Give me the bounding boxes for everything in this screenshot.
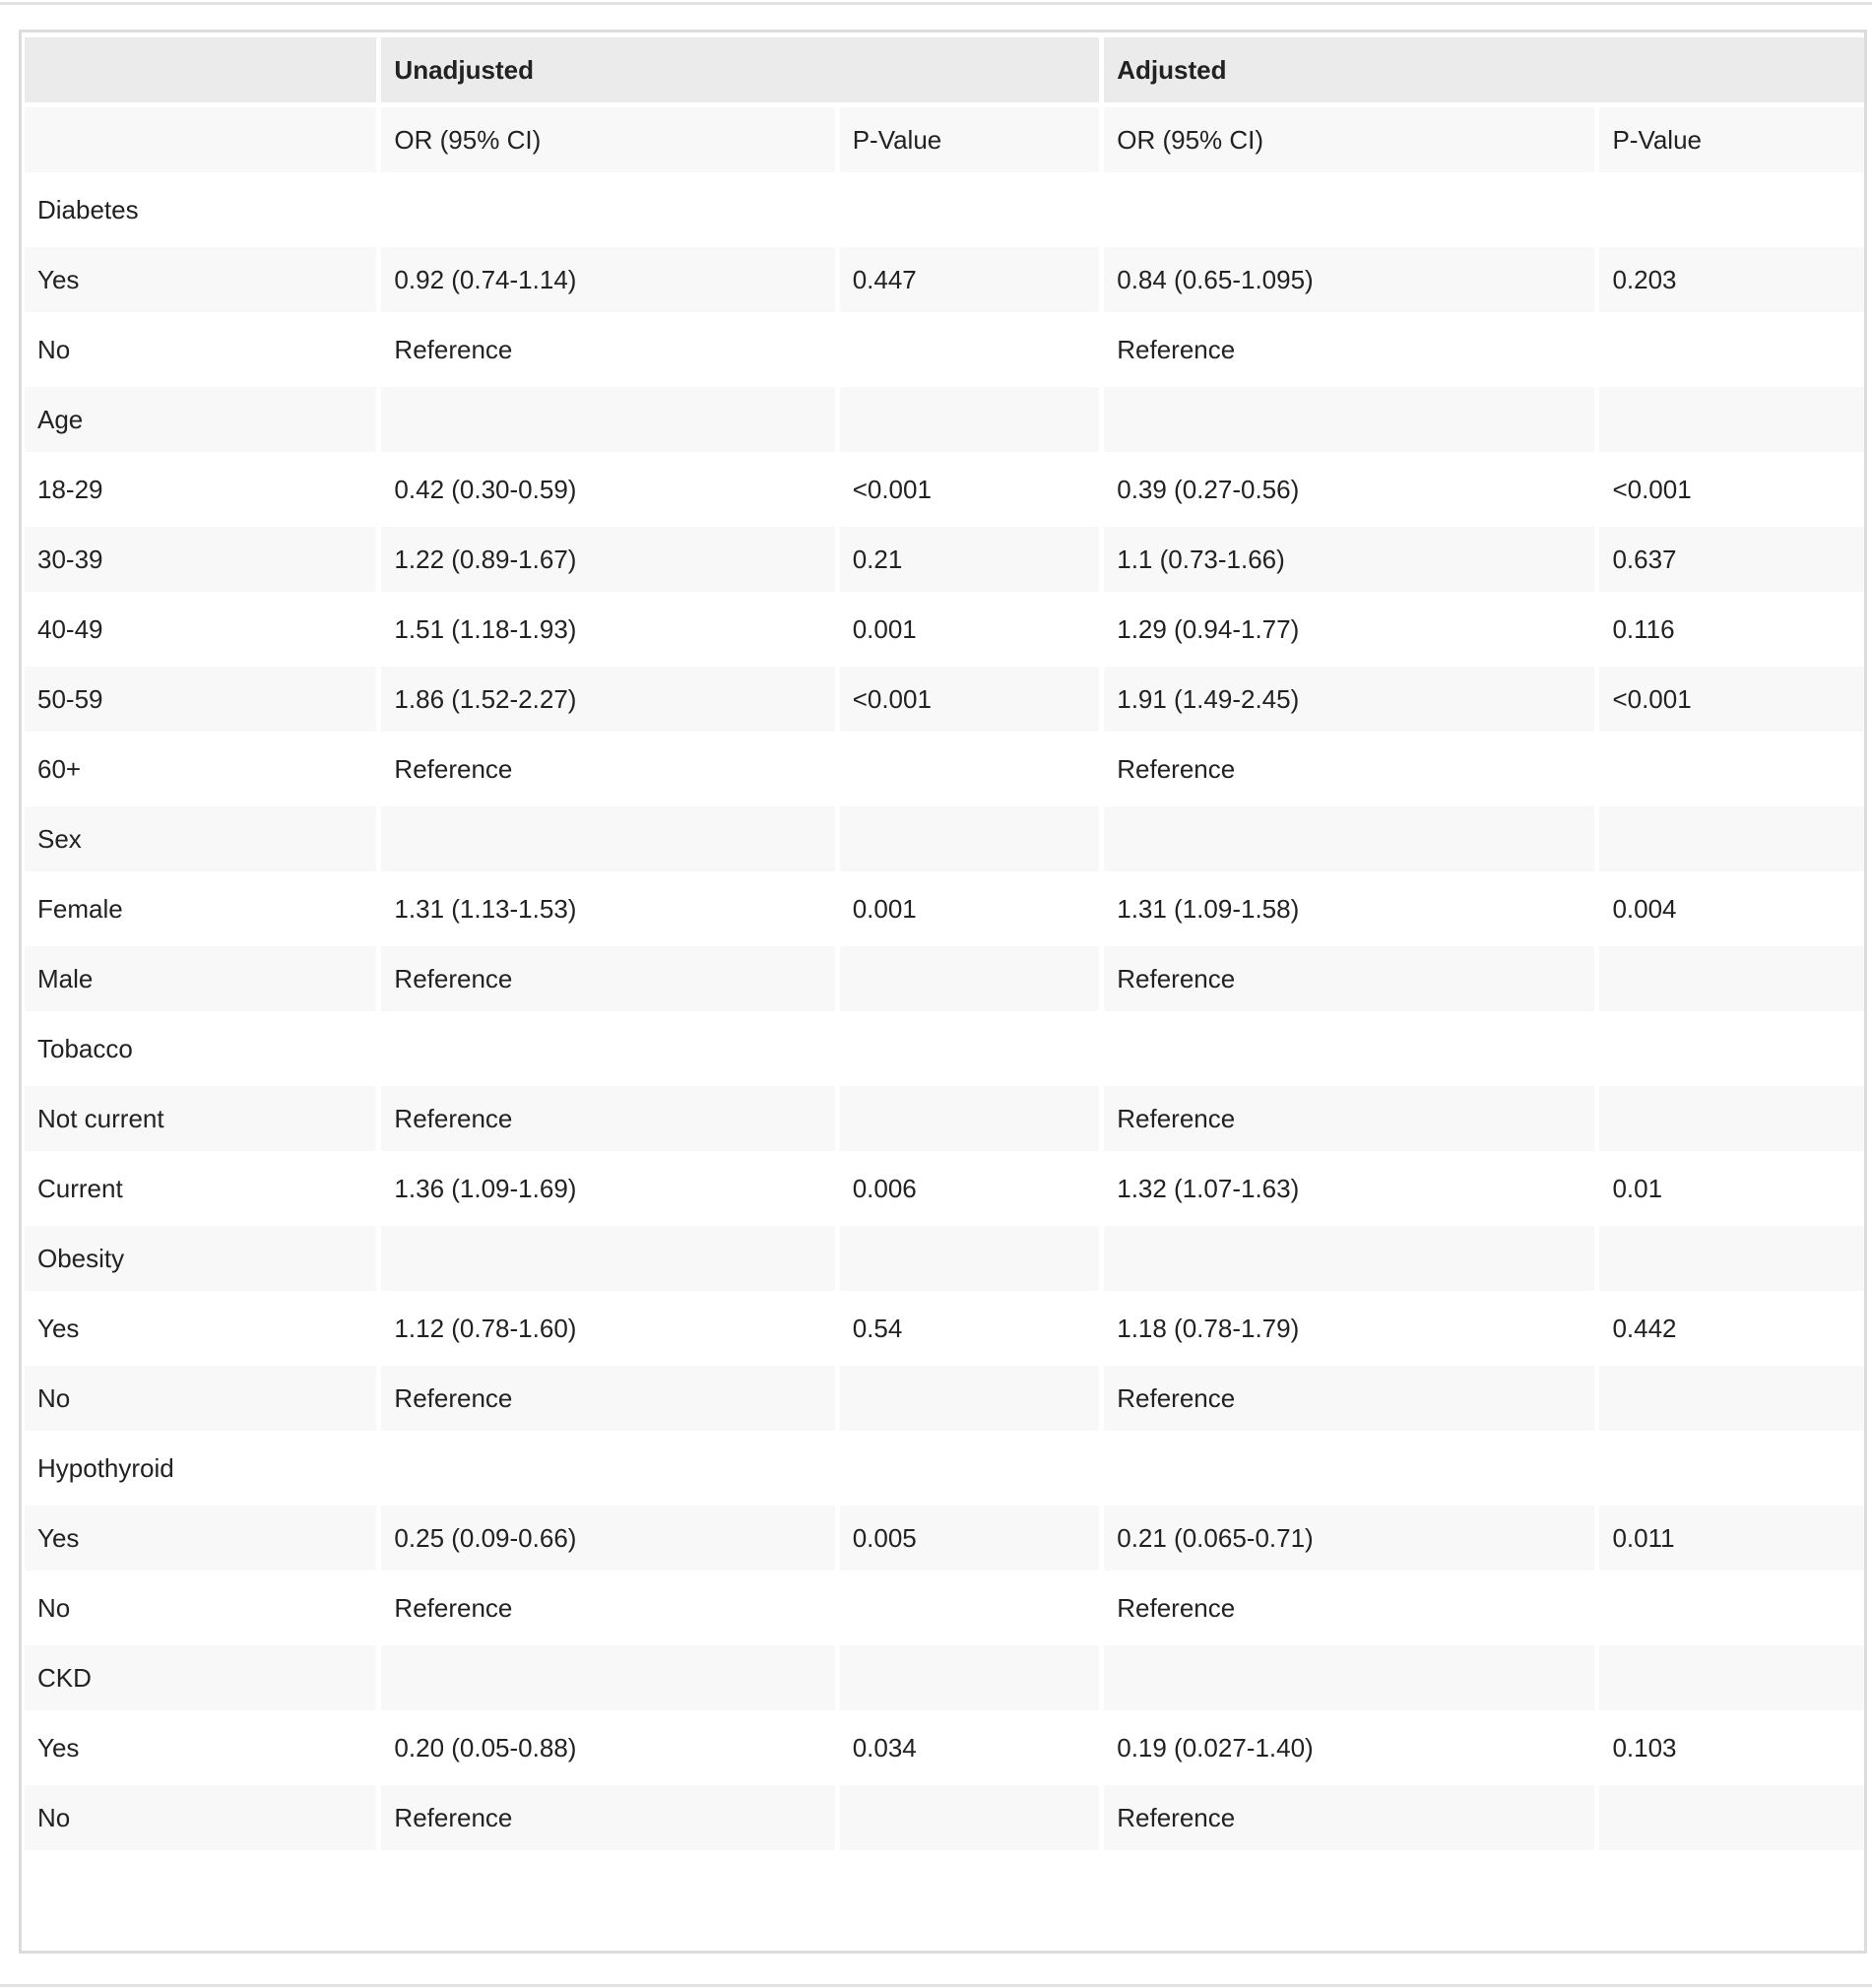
subheader-empty-cell bbox=[25, 107, 376, 172]
row-label-cell: Age bbox=[25, 387, 376, 452]
p-unadjusted-cell bbox=[840, 387, 1100, 452]
or-adjusted-cell: Reference bbox=[1104, 1086, 1594, 1151]
row-label-cell: Yes bbox=[25, 1715, 376, 1780]
group-header-row bbox=[25, 37, 1864, 102]
or-unadjusted-cell bbox=[381, 177, 834, 242]
table-row bbox=[25, 1366, 1864, 1431]
p-unadjusted-cell bbox=[840, 317, 1100, 382]
p-unadjusted-cell bbox=[840, 1645, 1100, 1710]
p-adjusted-cell bbox=[1599, 1436, 1864, 1501]
table-row bbox=[25, 177, 1864, 242]
row-label-cell: 18-29 bbox=[25, 457, 376, 522]
p-adjusted-cell bbox=[1599, 317, 1864, 382]
or-adjusted-cell: Reference bbox=[1104, 946, 1594, 1011]
p-unadjusted-cell bbox=[840, 177, 1100, 242]
row-label-cell: Tobacco bbox=[25, 1016, 376, 1081]
table-row bbox=[25, 1645, 1864, 1710]
row-label-cell: Yes bbox=[25, 247, 376, 312]
p-unadjusted-cell: 0.001 bbox=[840, 876, 1100, 941]
p-adjusted-cell bbox=[1599, 1016, 1864, 1081]
row-label-cell: Yes bbox=[25, 1506, 376, 1571]
or-adjusted-cell: 1.32 (1.07-1.63) bbox=[1104, 1156, 1594, 1221]
p-unadjusted-cell bbox=[840, 1366, 1100, 1431]
row-label-cell: 30-39 bbox=[25, 527, 376, 592]
table-row bbox=[25, 806, 1864, 871]
or-adjusted-cell bbox=[1104, 387, 1594, 452]
table-container bbox=[19, 30, 1867, 1954]
or-adjusted-cell: Reference bbox=[1104, 1785, 1594, 1850]
row-label-cell: 50-59 bbox=[25, 667, 376, 732]
table-row bbox=[25, 946, 1864, 1011]
or-adjusted-cell: 1.18 (0.78-1.79) bbox=[1104, 1296, 1594, 1361]
p-adjusted-cell bbox=[1599, 946, 1864, 1011]
or-adjusted-cell: Reference bbox=[1104, 317, 1594, 382]
bottom-divider bbox=[0, 1984, 1872, 1987]
or-adjusted-cell: Reference bbox=[1104, 737, 1594, 802]
or-unadjusted-cell bbox=[381, 1436, 834, 1501]
column-header-row bbox=[25, 107, 1864, 172]
table-row bbox=[25, 1016, 1864, 1081]
p-unadjusted-cell bbox=[840, 1436, 1100, 1501]
row-label-cell: No bbox=[25, 317, 376, 382]
or-unadjusted-cell bbox=[381, 1016, 834, 1081]
p-unadjusted-cell bbox=[840, 806, 1100, 871]
p-unadjusted-cell bbox=[840, 946, 1100, 1011]
p-adjusted-cell: <0.001 bbox=[1599, 667, 1864, 732]
row-label-cell: Yes bbox=[25, 1296, 376, 1361]
p-unadjusted-cell bbox=[840, 1016, 1100, 1081]
table-row bbox=[25, 1086, 1864, 1151]
or-unadjusted-cell: 1.51 (1.18-1.93) bbox=[381, 597, 834, 662]
table-row bbox=[25, 1785, 1864, 1850]
p-adjusted-cell bbox=[1599, 1575, 1864, 1640]
row-label-cell: Hypothyroid bbox=[25, 1436, 376, 1501]
table-row bbox=[25, 387, 1864, 452]
or-unadjusted-cell bbox=[381, 1226, 834, 1291]
p-adjusted-cell: 0.116 bbox=[1599, 597, 1864, 662]
p-adjusted-cell bbox=[1599, 1226, 1864, 1291]
or-unadjusted-cell: 1.22 (0.89-1.67) bbox=[381, 527, 834, 592]
p-unadjusted-cell: 0.034 bbox=[840, 1715, 1100, 1780]
table-row bbox=[25, 1156, 1864, 1221]
row-label-cell: Obesity bbox=[25, 1226, 376, 1291]
p-unadjusted-cell bbox=[840, 1226, 1100, 1291]
or-unadjusted-cell: 1.12 (0.78-1.60) bbox=[381, 1296, 834, 1361]
p-adjusted-cell: 0.442 bbox=[1599, 1296, 1864, 1361]
p-adjusted-cell bbox=[1599, 1086, 1864, 1151]
table-row bbox=[25, 247, 1864, 312]
or-adjusted-cell: 1.91 (1.49-2.45) bbox=[1104, 667, 1594, 732]
or-adjusted-cell: Reference bbox=[1104, 1366, 1594, 1431]
or-adjusted-cell: 0.39 (0.27-0.56) bbox=[1104, 457, 1594, 522]
or-adjusted-cell bbox=[1104, 1436, 1594, 1501]
or-adjusted-cell bbox=[1104, 1016, 1594, 1081]
table-row bbox=[25, 1296, 1864, 1361]
header-or-unadjusted: OR (95% CI) bbox=[381, 107, 834, 172]
p-unadjusted-cell: <0.001 bbox=[840, 457, 1100, 522]
row-label-cell: Female bbox=[25, 876, 376, 941]
or-unadjusted-cell bbox=[381, 387, 834, 452]
p-adjusted-cell: 0.011 bbox=[1599, 1506, 1864, 1571]
table-row bbox=[25, 1715, 1864, 1780]
p-unadjusted-cell: 0.54 bbox=[840, 1296, 1100, 1361]
p-adjusted-cell bbox=[1599, 806, 1864, 871]
p-unadjusted-cell bbox=[840, 1785, 1100, 1850]
p-unadjusted-cell bbox=[840, 1086, 1100, 1151]
or-unadjusted-cell: 1.86 (1.52-2.27) bbox=[381, 667, 834, 732]
table-row bbox=[25, 597, 1864, 662]
or-unadjusted-cell: Reference bbox=[381, 946, 834, 1011]
p-adjusted-cell: 0.004 bbox=[1599, 876, 1864, 941]
table-row bbox=[25, 457, 1864, 522]
row-label-cell: 60+ bbox=[25, 737, 376, 802]
p-unadjusted-cell: 0.001 bbox=[840, 597, 1100, 662]
header-or-adjusted: OR (95% CI) bbox=[1104, 107, 1594, 172]
p-unadjusted-cell: 0.21 bbox=[840, 527, 1100, 592]
header-unadjusted: Unadjusted bbox=[381, 37, 1099, 102]
row-label-cell: 40-49 bbox=[25, 597, 376, 662]
table-row bbox=[25, 527, 1864, 592]
row-label-cell: No bbox=[25, 1575, 376, 1640]
or-unadjusted-cell: 0.20 (0.05-0.88) bbox=[381, 1715, 834, 1780]
row-label-cell: Diabetes bbox=[25, 177, 376, 242]
row-label-cell: Sex bbox=[25, 806, 376, 871]
or-unadjusted-cell: Reference bbox=[381, 737, 834, 802]
p-adjusted-cell bbox=[1599, 387, 1864, 452]
row-label-cell: Not current bbox=[25, 1086, 376, 1151]
p-unadjusted-cell bbox=[840, 1575, 1100, 1640]
or-unadjusted-cell: 0.92 (0.74-1.14) bbox=[381, 247, 834, 312]
or-unadjusted-cell: 1.31 (1.13-1.53) bbox=[381, 876, 834, 941]
row-label-cell: CKD bbox=[25, 1645, 376, 1710]
or-unadjusted-cell bbox=[381, 1645, 834, 1710]
or-adjusted-cell: 1.29 (0.94-1.77) bbox=[1104, 597, 1594, 662]
p-adjusted-cell: 0.637 bbox=[1599, 527, 1864, 592]
or-unadjusted-cell: 0.25 (0.09-0.66) bbox=[381, 1506, 834, 1571]
p-adjusted-cell bbox=[1599, 1366, 1864, 1431]
p-unadjusted-cell: 0.447 bbox=[840, 247, 1100, 312]
row-label-cell: No bbox=[25, 1366, 376, 1431]
header-adjusted: Adjusted bbox=[1104, 37, 1864, 102]
or-unadjusted-cell: Reference bbox=[381, 1086, 834, 1151]
or-unadjusted-cell: 1.36 (1.09-1.69) bbox=[381, 1156, 834, 1221]
or-adjusted-cell: 0.84 (0.65-1.095) bbox=[1104, 247, 1594, 312]
table-row bbox=[25, 667, 1864, 732]
p-adjusted-cell: 0.203 bbox=[1599, 247, 1864, 312]
or-adjusted-cell bbox=[1104, 1645, 1594, 1710]
p-adjusted-cell bbox=[1599, 737, 1864, 802]
table-row bbox=[25, 1436, 1864, 1501]
p-unadjusted-cell: 0.005 bbox=[840, 1506, 1100, 1571]
table-row bbox=[25, 876, 1864, 941]
or-adjusted-cell: 1.1 (0.73-1.66) bbox=[1104, 527, 1594, 592]
odds-ratio-table bbox=[20, 32, 1869, 1855]
or-adjusted-cell bbox=[1104, 177, 1594, 242]
p-unadjusted-cell: <0.001 bbox=[840, 667, 1100, 732]
or-adjusted-cell: 0.19 (0.027-1.40) bbox=[1104, 1715, 1594, 1780]
table-row bbox=[25, 1575, 1864, 1640]
p-adjusted-cell bbox=[1599, 177, 1864, 242]
row-label-cell: Current bbox=[25, 1156, 376, 1221]
header-empty-cell bbox=[25, 37, 376, 102]
or-adjusted-cell: Reference bbox=[1104, 1575, 1594, 1640]
row-label-cell: Male bbox=[25, 946, 376, 1011]
table-row bbox=[25, 317, 1864, 382]
p-adjusted-cell: <0.001 bbox=[1599, 457, 1864, 522]
row-label-cell: No bbox=[25, 1785, 376, 1850]
p-adjusted-cell: 0.01 bbox=[1599, 1156, 1864, 1221]
header-p-unadjusted: P-Value bbox=[840, 107, 1100, 172]
or-unadjusted-cell bbox=[381, 806, 834, 871]
p-unadjusted-cell: 0.006 bbox=[840, 1156, 1100, 1221]
or-adjusted-cell: 1.31 (1.09-1.58) bbox=[1104, 876, 1594, 941]
or-adjusted-cell bbox=[1104, 806, 1594, 871]
header-p-adjusted: P-Value bbox=[1599, 107, 1864, 172]
table-row bbox=[25, 1506, 1864, 1571]
or-adjusted-cell bbox=[1104, 1226, 1594, 1291]
p-adjusted-cell: 0.103 bbox=[1599, 1715, 1864, 1780]
table-row bbox=[25, 737, 1864, 802]
p-unadjusted-cell bbox=[840, 737, 1100, 802]
table-row bbox=[25, 1226, 1864, 1291]
or-unadjusted-cell: Reference bbox=[381, 1366, 834, 1431]
or-adjusted-cell: 0.21 (0.065-0.71) bbox=[1104, 1506, 1594, 1571]
or-unadjusted-cell: 0.42 (0.30-0.59) bbox=[381, 457, 834, 522]
p-adjusted-cell bbox=[1599, 1645, 1864, 1710]
p-adjusted-cell bbox=[1599, 1785, 1864, 1850]
or-unadjusted-cell: Reference bbox=[381, 1785, 834, 1850]
or-unadjusted-cell: Reference bbox=[381, 317, 834, 382]
or-unadjusted-cell: Reference bbox=[381, 1575, 834, 1640]
top-divider bbox=[0, 2, 1872, 5]
